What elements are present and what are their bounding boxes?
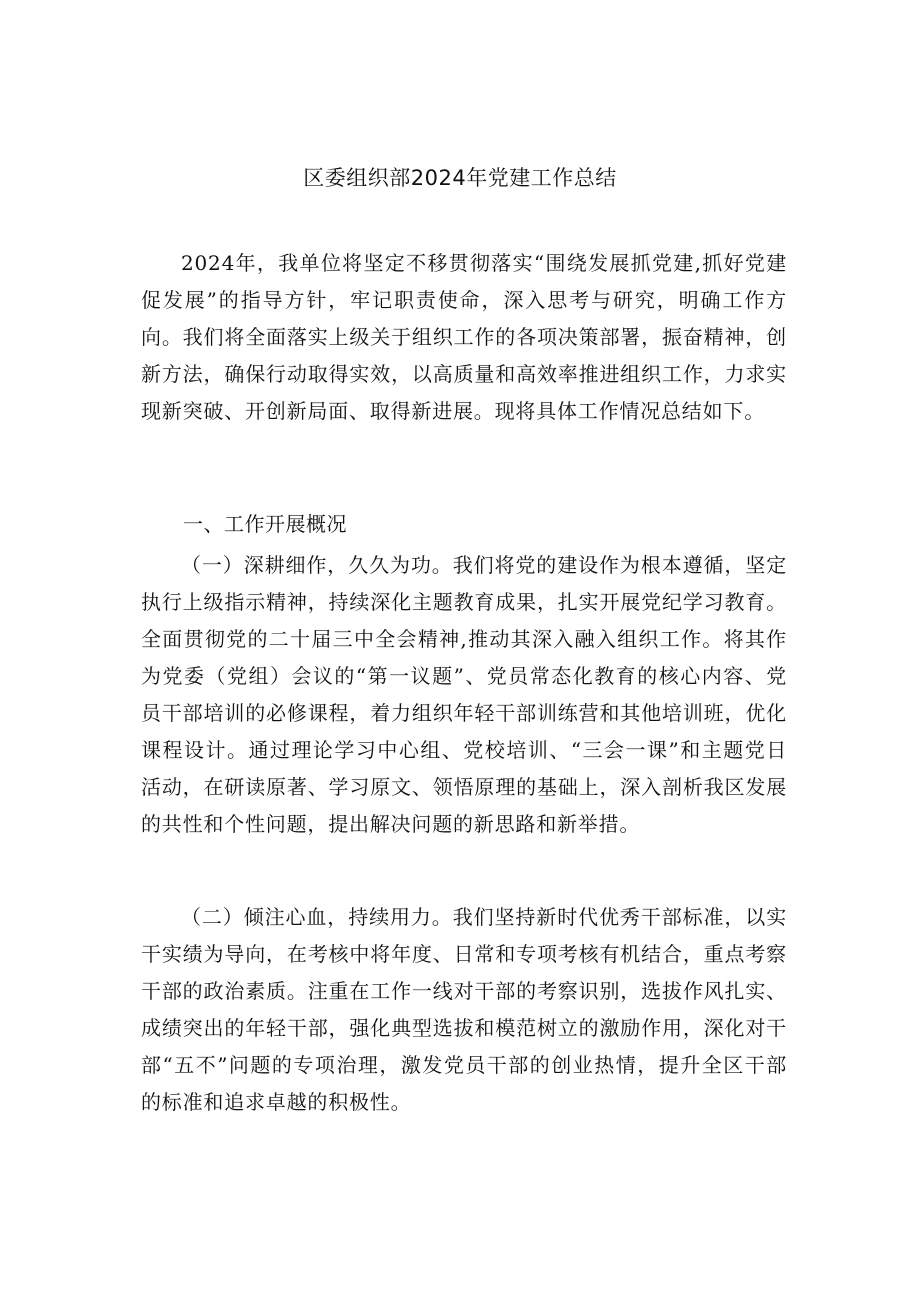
section-heading-work-overview: 一、工作开展概况	[183, 512, 347, 536]
subsection-paragraph-2: （二）倾注心血，持续用力。我们坚持新时代优秀干部标准，以实干实绩为导向，在考核中将年度、日常和专项考核有机结合，重点考察干部的政治素质。注重在工作一线对干部的考察识别，选拔作风扎实、成绩突出的年轻干部，强化典型选拔和模范树立的激励作用，深化对干部“五不”问题的专项治理，激发党员干部的创业热情，提升全区干部的标准和追求卓越的积极性。	[141, 905, 787, 1114]
document-title: 区委组织部2024年党建工作总结	[303, 166, 617, 190]
intro-paragraph: 2024年，我单位将坚定不移贯彻落实“围绕发展抓党建,抓好党建促发展”的指导方针，牢记职责使命，深入思考与研究，明确工作方向。我们将全面落实上级关于组织工作的各项决策部署，振奋精神，创新方法，确保行动取得实效，以高质量和高效率推进组织工作，力求实现新突破、开创新局面、取得新进展。现将具体工作情况总结如下。	[141, 251, 787, 423]
subsection-paragraph-1: （一）深耕细作，久久为功。我们将党的建设作为根本遵循，坚定执行上级指示精神，持续深化主题教育成果，扎实开展党纪学习教育。全面贯彻党的二十届三中全会精神,推动其深入融入组织工作。将其作为党委（党组）会议的“第一议题”、党员常态化教育的核心内容、党员干部培训的必修课程，着力组织年轻干部训练营和其他培训班，优化课程设计。通过理论学习中心组、党校培训、“三会一课”和主题党日活动，在研读原著、学习原文、领悟原理的基础上，深入剖析我区发展的共性和个性问题，提出解决问题的新思路和新举措。	[141, 553, 787, 836]
